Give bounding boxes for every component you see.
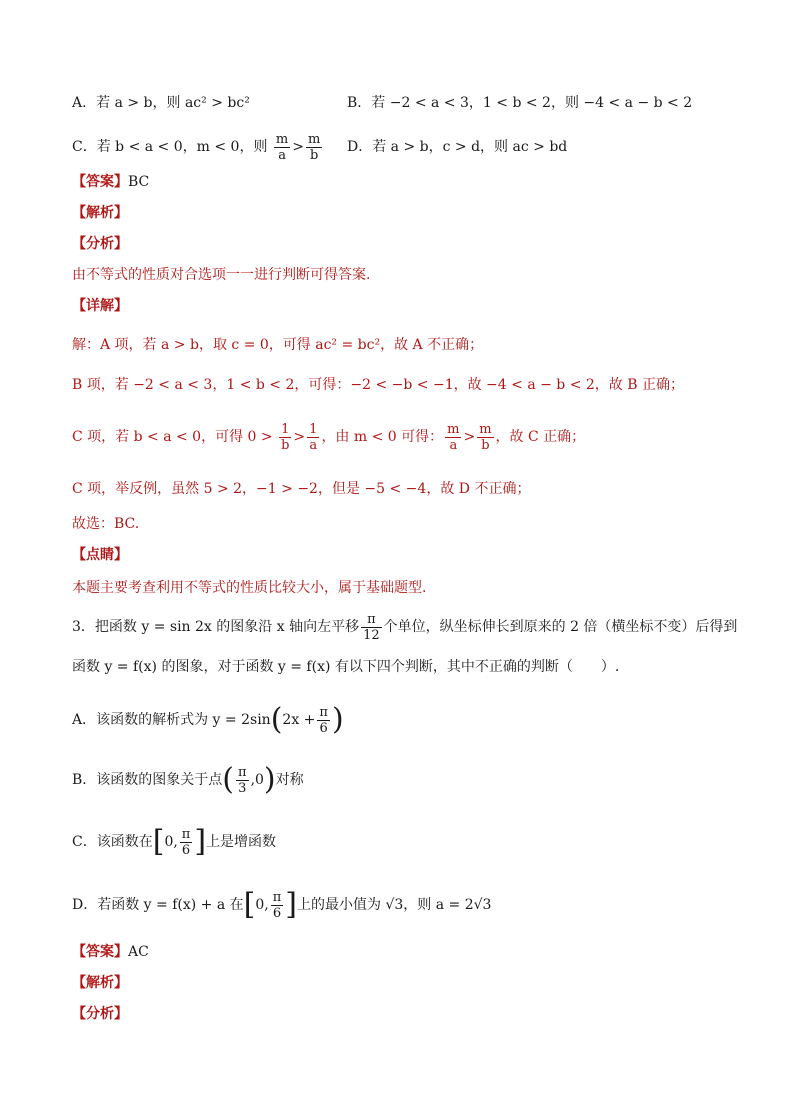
- q3-option-c: [72, 822, 276, 862]
- left-paren: (: [222, 762, 235, 797]
- jiexi-tag: 【解析】: [72, 975, 128, 991]
- q3-option-c-text: C．该函数在: [72, 834, 153, 850]
- option-b-text: 若 −2 < a < 3，1 < b < 2，则 −4 < a − b < 2: [371, 95, 693, 111]
- q3-option-c-post: 上是增函数: [206, 834, 277, 850]
- detail-line-a: 解：A 项，若 a > b，取 c = 0，可得 ac² = bc²，故 A 不正确；: [72, 337, 484, 353]
- fraction-pi-over-6: $\frac{\pi}{6}$: [181, 826, 191, 858]
- q3-option-d: [72, 885, 491, 925]
- right-bracket: ]: [194, 824, 207, 859]
- dianjing-tag: 【点睛】: [72, 547, 128, 563]
- fraction-m-over-a: $\frac{m}{a}$: [275, 131, 289, 163]
- detail-line-c-pre: C 项，若 b < a < 0，可得 0 >: [72, 429, 273, 445]
- detail-line-c: [72, 420, 585, 454]
- q3-option-a: [72, 700, 344, 740]
- fraction-pi-over-6: $\frac{\pi}{6}$: [319, 704, 328, 736]
- option-a-text: 若 a > b，则 ac² > bc²: [96, 95, 250, 111]
- detail-line-c-mid: ，由 m < 0 可得：: [321, 429, 444, 445]
- option-b-label: B．: [347, 95, 372, 111]
- xiangjie-tag: 【详解】: [72, 298, 128, 314]
- q3-option-d-inner: 0,: [255, 897, 269, 913]
- detail-line-c-post: ，故 C 正确；: [495, 429, 586, 445]
- fraction-pi-over-3: $\frac{\pi}{3}$: [238, 764, 247, 796]
- option-c: [72, 130, 324, 164]
- q3-answer-section: [72, 942, 149, 962]
- answer-value: BC: [128, 174, 150, 190]
- q3-option-d-post: 上的最小值为 √3，则 a = 2√3: [297, 897, 492, 913]
- fraction-m-over-b: $\frac{m}{b}$: [307, 131, 321, 163]
- answer-value: AC: [128, 944, 149, 960]
- option-c-label: C．: [72, 139, 97, 155]
- jiexi-tag: 【解析】: [72, 205, 128, 221]
- fenxi-tag: 【分析】: [72, 1006, 128, 1022]
- answer-tag: 【答案】: [72, 944, 128, 960]
- q3-stem-line-2: 函数 y = f(x) 的图象，对于函数 y = f(x) 有以下四个判断，其中不正确的判断（ ）.: [72, 659, 620, 675]
- option-c-text: 若 b < a < 0，m < 0，则: [96, 139, 268, 155]
- right-paren: ): [263, 762, 276, 797]
- q3-stem-line-1: [72, 610, 737, 644]
- q3-option-b-text: B．该函数的图象关于点: [72, 772, 223, 788]
- fenxi-text: 由不等式的性质对合选项一一进行判断可得答案.: [72, 267, 371, 283]
- answer-tag: 【答案】: [72, 174, 128, 190]
- option-a-label: A．: [72, 95, 97, 111]
- detail-line-b: B 项，若 −2 < a < 3，1 < b < 2，可得：−2 < −b < −1，故 −4 < a − b < 2，故 B 正确；: [72, 377, 684, 393]
- right-paren: ): [331, 702, 344, 737]
- fraction-1-over-b: $\frac{1}{b}$: [281, 421, 290, 453]
- q3-option-b-post: 对称: [275, 772, 304, 788]
- q3-option-a-text: A．该函数的解析式为 y = 2sin: [72, 712, 271, 728]
- option-d: [347, 137, 567, 157]
- fraction-pi-over-12: $\frac{\pi}{12}$: [363, 611, 380, 643]
- fraction-pi-over-6: $\frac{\pi}{6}$: [272, 889, 282, 921]
- option-d-text: 若 a > b，c > d，则 ac > bd: [372, 139, 568, 155]
- fraction-m-over-a: $\frac{m}{a}$: [447, 421, 460, 453]
- dianjing-text: 本题主要考查利用不等式的性质比较大小，属于基础题型.: [72, 580, 427, 596]
- answer-section: [72, 172, 149, 192]
- gt-sign: >: [463, 429, 476, 445]
- q3-option-a-inner: 2x +: [282, 712, 316, 728]
- q3-option-b-inner: ,0: [250, 772, 264, 788]
- option-d-label: D．: [347, 139, 373, 155]
- q3-option-c-inner: 0,: [164, 834, 178, 850]
- detail-line-d: C 项，举反例，虽然 5 > 2，−1 > −2，但是 −5 < −4，故 D 不正确；: [72, 481, 531, 497]
- q3-stem-pre: 3．把函数 y = sin 2x 的图象沿 x 轴向左平移: [72, 619, 360, 635]
- q3-stem-post: 个单位，纵坐标伸长到原来的 2 倍（横坐标不变）后得到: [383, 619, 738, 635]
- q3-option-d-text: D．若函数 y = f(x) + a 在: [72, 897, 244, 913]
- option-a: [72, 93, 250, 113]
- fraction-1-over-a: $\frac{1}{a}$: [309, 421, 318, 453]
- option-b: [347, 93, 692, 113]
- left-bracket: [: [243, 887, 256, 922]
- choose-line: 故选：BC.: [72, 516, 140, 532]
- left-bracket: [: [152, 824, 165, 859]
- left-paren: (: [270, 702, 283, 737]
- q3-option-b: [72, 760, 304, 800]
- fenxi-tag: 【分析】: [72, 236, 128, 252]
- right-bracket: ]: [285, 887, 297, 922]
- gt-sign: >: [292, 139, 304, 155]
- gt-sign: >: [293, 429, 306, 445]
- fraction-m-over-b: $\frac{m}{b}$: [479, 421, 492, 453]
